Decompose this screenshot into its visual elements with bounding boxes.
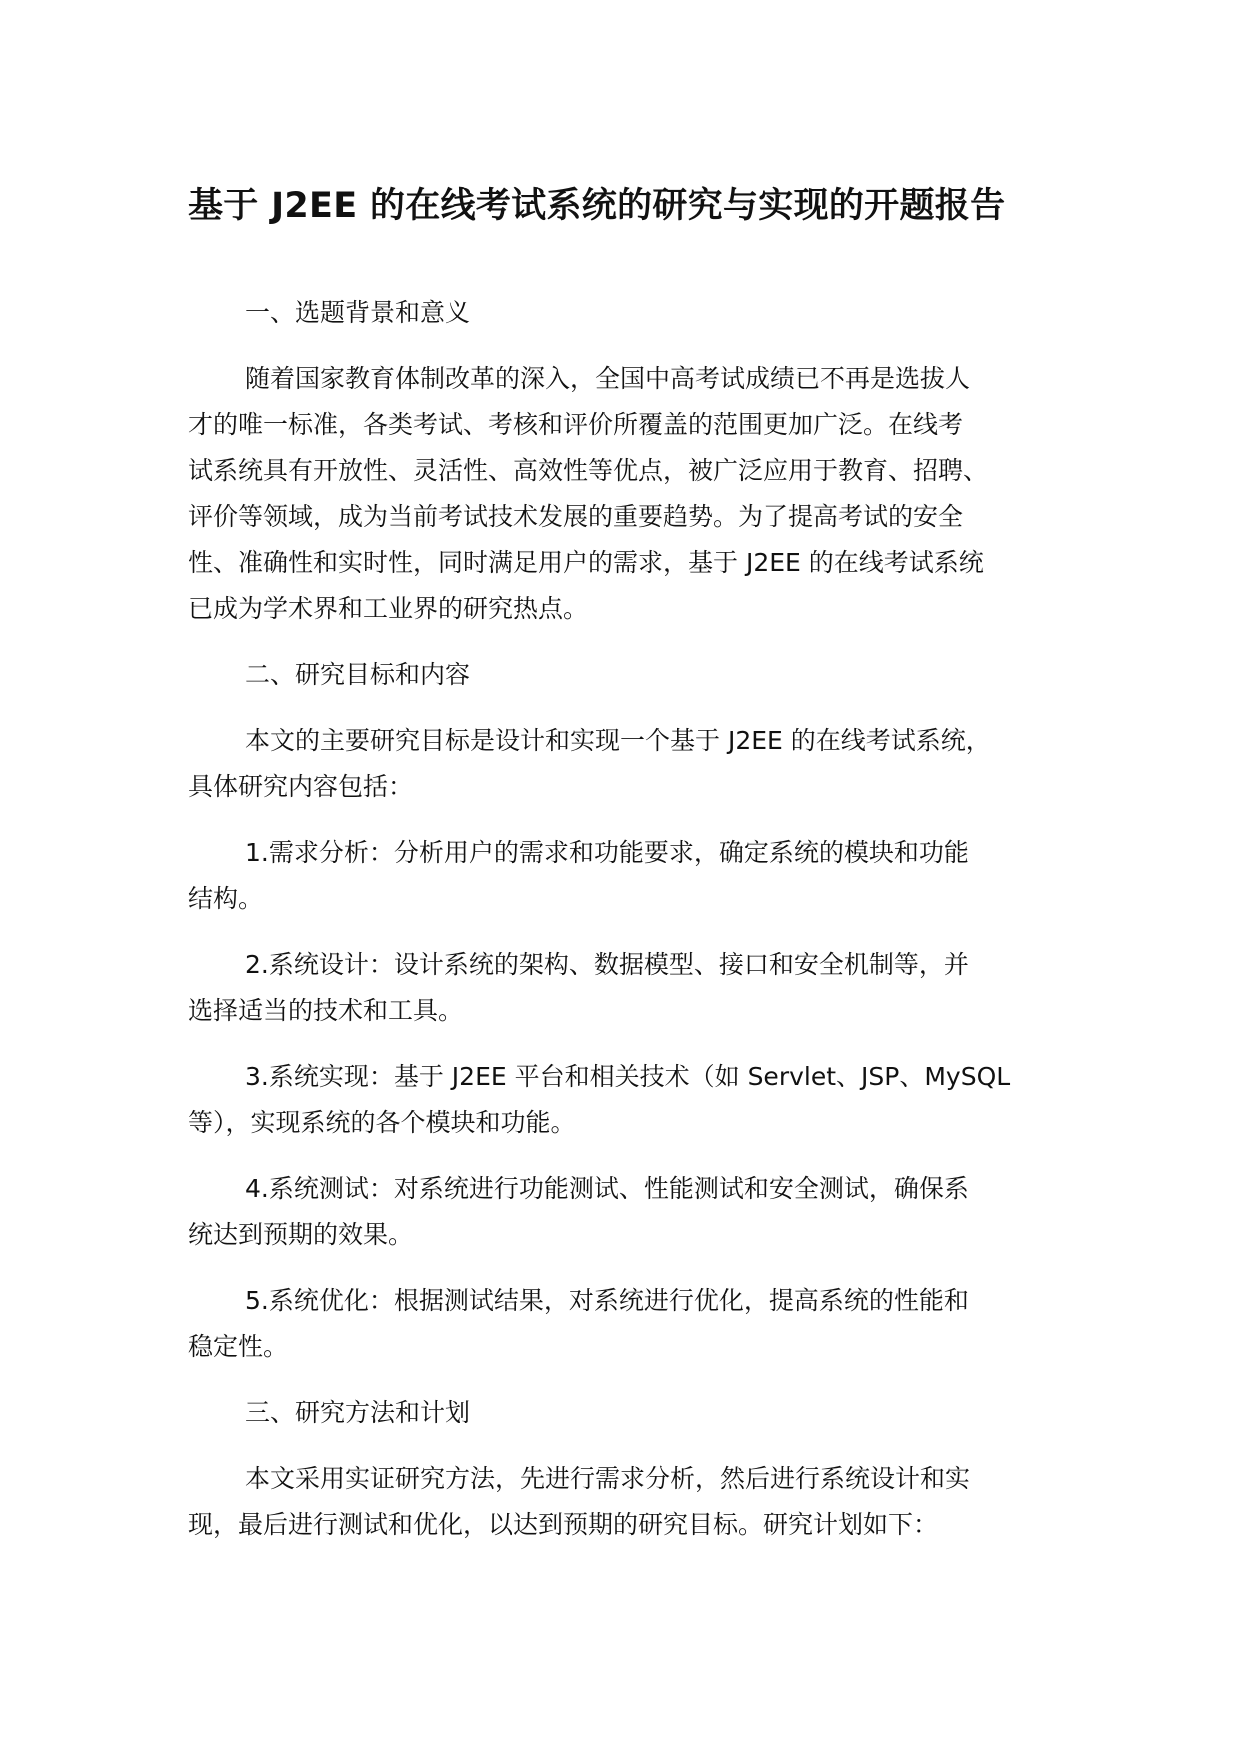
section-heading-goals: 二、研究目标和内容 <box>245 660 471 689</box>
text-line: 本文的主要研究目标是设计和实现一个基于 J2EE 的在线考试系统， <box>245 726 991 755</box>
text-line: 稳定性。 <box>188 1332 289 1361</box>
text-line: 选择适当的技术和工具。 <box>188 996 464 1025</box>
text-line: 4.系统测试：对系统进行功能测试、性能测试和安全测试，确保系 <box>245 1174 969 1203</box>
text-line: 具体研究内容包括： <box>188 772 414 801</box>
document-title: 基于 J2EE 的在线考试系统的研究与实现的开题报告 <box>188 186 1006 226</box>
list-item-requirements <box>188 830 1068 922</box>
list-item-testing <box>188 1166 1068 1258</box>
text-line: 1.需求分析：分析用户的需求和功能要求，确定系统的模块和功能 <box>245 838 969 867</box>
text-line: 2.系统设计：设计系统的架构、数据模型、接口和安全机制等，并 <box>245 950 969 979</box>
text-line: 评价等领域，成为当前考试技术发展的重要趋势。为了提高考试的安全 <box>188 502 964 531</box>
section-heading-background: 一、选题背景和意义 <box>245 298 471 327</box>
text-line: 结构。 <box>188 884 264 913</box>
text-line: 随着国家教育体制改革的深入，全国中高考试成绩已不再是选拔人 <box>245 364 971 393</box>
list-item-optimization <box>188 1278 1068 1370</box>
paragraph-goals-intro <box>188 718 1068 810</box>
text-line: 才的唯一标准，各类考试、考核和评价所覆盖的范围更加广泛。在线考 <box>188 410 964 439</box>
text-line: 统达到预期的效果。 <box>188 1220 414 1249</box>
section-heading-methods: 三、研究方法和计划 <box>245 1398 471 1427</box>
text-line: 本文采用实证研究方法，先进行需求分析，然后进行系统设计和实 <box>245 1464 971 1493</box>
paragraph-methods <box>188 1456 1068 1548</box>
text-line: 已成为学术界和工业界的研究热点。 <box>188 594 589 623</box>
list-item-design <box>188 942 1068 1034</box>
text-line: 试系统具有开放性、灵活性、高效性等优点，被广泛应用于教育、招聘、 <box>188 456 989 485</box>
text-line: 现，最后进行测试和优化，以达到预期的研究目标。研究计划如下： <box>188 1510 939 1539</box>
text-line: 3.系统实现：基于 J2EE 平台和相关技术（如 Servlet、JSP、MySQL <box>245 1062 1011 1091</box>
document-body <box>188 290 1068 1548</box>
list-item-implementation <box>188 1054 1068 1146</box>
paragraph-background <box>188 356 1068 632</box>
text-line: 等），实现系统的各个模块和功能。 <box>188 1108 576 1137</box>
text-line: 性、准确性和实时性，同时满足用户的需求，基于 J2EE 的在线考试系统 <box>188 548 984 577</box>
text-line: 5.系统优化：根据测试结果，对系统进行优化，提高系统的性能和 <box>245 1286 969 1315</box>
